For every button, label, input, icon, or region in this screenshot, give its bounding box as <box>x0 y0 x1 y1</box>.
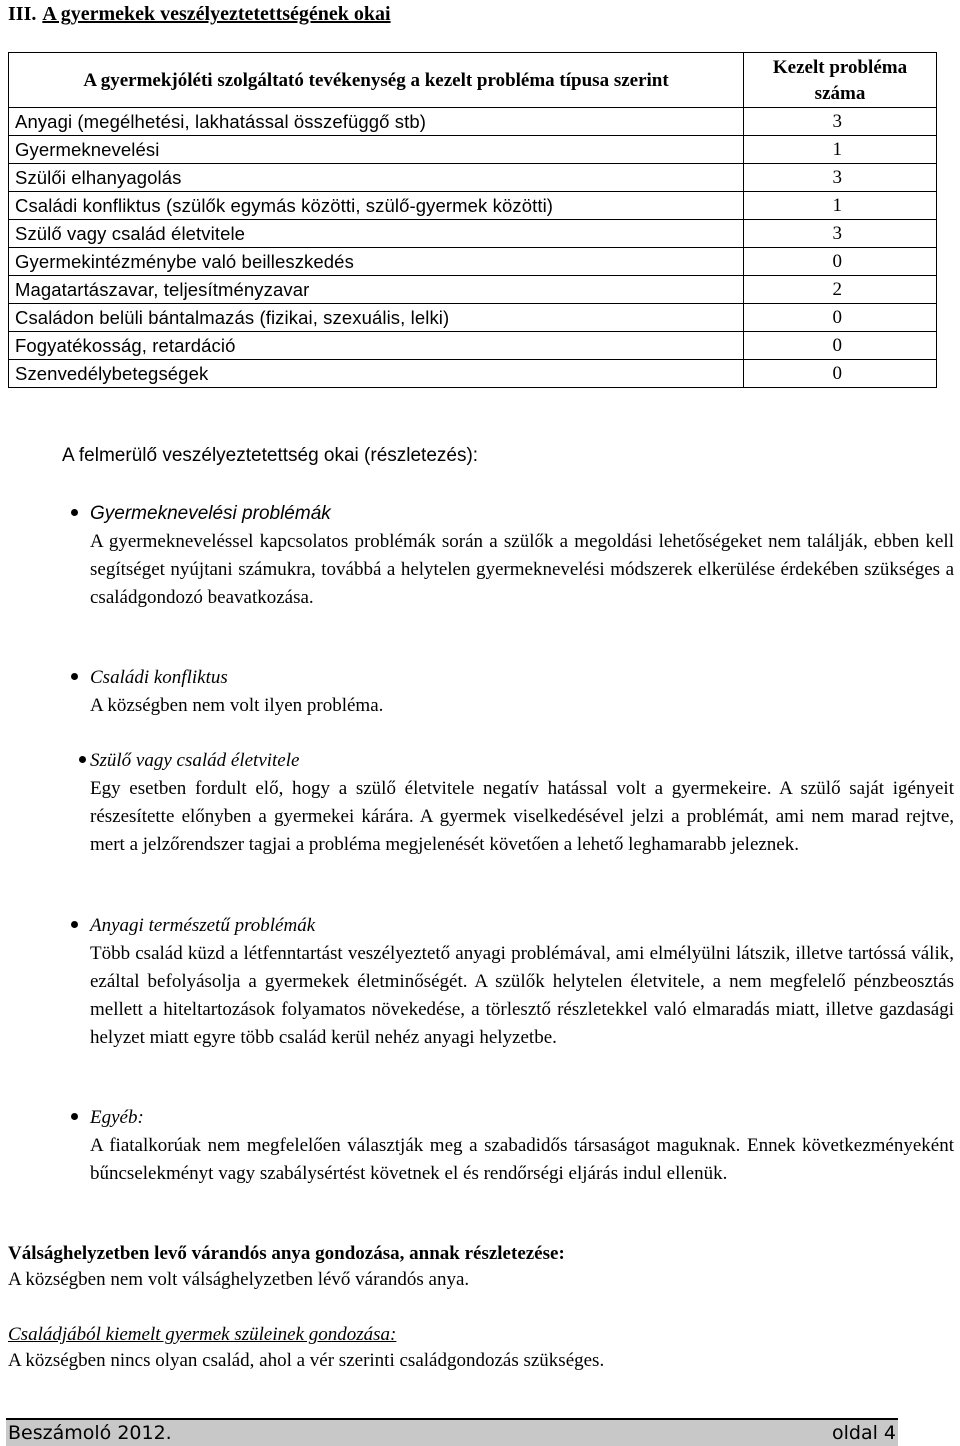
page-footer <box>6 1418 898 1446</box>
problem-type-cell: Anyagi (megélhetési, lakhatással összefüggő stb) <box>9 108 744 136</box>
problem-count-cell: 3 <box>744 108 937 136</box>
problem-count-cell: 2 <box>744 276 937 304</box>
removed-child-text: A községben nincs olyan család, ahol a vér szerinti családgondozás szükséges. <box>8 1350 605 1371</box>
item-title: Szülő vagy család életvitele <box>90 750 300 771</box>
column-header-count: Kezelt probléma száma <box>744 53 937 108</box>
table-row <box>9 192 937 220</box>
item-text: A községben nem volt ilyen probléma. <box>90 695 384 716</box>
table-row <box>9 304 937 332</box>
problem-type-cell: Szülői elhanyagolás <box>9 164 744 192</box>
footer-page-number: oldal 4 <box>831 1422 896 1444</box>
item-title: Egyéb: <box>90 1107 144 1128</box>
section-number: III. <box>8 3 37 25</box>
table-row <box>9 248 937 276</box>
problem-type-cell: Családon belüli bántalmazás (fizikai, szexuális, lelki) <box>9 304 744 332</box>
crisis-text: A községben nem volt válsághelyzetben lévő várandós anya. <box>8 1269 470 1290</box>
bullet-icon <box>71 921 78 928</box>
bullet-icon <box>71 1113 78 1120</box>
list-item <box>90 664 954 720</box>
table-row <box>9 276 937 304</box>
item-text: Több család küzd a létfenntartást veszélyeztető anyagi problémával, ami elmélyülni látszik, illetve tartóssá válik, ezáltal befolyásolja a gyermekek életminőségét. A szülők helytelen életvitele, a nem megfelelő pénzbeosztás mellett a hiteltartozások folyamatos növekedése, a törlesztő részletekkel való elmaradás miatt, illetve gazdasági helyzet miatt egyre több család kerül nehéz anyagi helyzetbe. <box>90 943 954 1048</box>
column-header-type: A gyermekjóléti szolgáltató tevékenység a kezelt probléma típusa szerint <box>9 53 744 108</box>
table-row <box>9 164 937 192</box>
table-row <box>9 108 937 136</box>
item-title: Gyermeknevelési problémák <box>90 503 331 524</box>
problem-type-cell: Családi konfliktus (szülők egymás közötti, szülő-gyermek közötti) <box>9 192 744 220</box>
problem-type-cell: Gyermekintézménybe való beilleszkedés <box>9 248 744 276</box>
section-heading <box>8 0 391 28</box>
list-item <box>90 500 954 612</box>
problem-type-cell: Magatartászavar, teljesítményzavar <box>9 276 744 304</box>
problem-count-cell: 0 <box>744 332 937 360</box>
problem-count-cell: 1 <box>744 192 937 220</box>
problem-count-cell: 3 <box>744 164 937 192</box>
list-item <box>90 912 954 1052</box>
table-row <box>9 360 937 388</box>
item-text: A gyermekneveléssel kapcsolatos problémák során a szülők a megoldási lehetőségeket nem találják, ebben kell segítséget nyújtani számukra, továbbá a helytelen gyermeknevelési módszerek elkerülése érdekében szükséges a családgondozó beavatkozása. <box>90 531 954 608</box>
item-text: Egy esetben fordult elő, hogy a szülő életvitele negatív hatással volt a gyermekeire. A szülő saját igényeit részesítette előnyben a gyermekei kárára. A gyermek viselkedésével jelzi a problémát, ami nem marad rejtve, mert a jelzőrendszer tagjai a probléma megjelenését követően a lehető leghamarabb jeleznek. <box>90 778 954 855</box>
removed-child-heading: Családjából kiemelt gyermek szüleinek gondozása: <box>8 1324 397 1345</box>
item-title: Anyagi természetű problémák <box>90 915 316 936</box>
problem-count-cell: 1 <box>744 136 937 164</box>
item-title: Családi konfliktus <box>90 667 228 688</box>
problem-type-cell: Fogyatékosság, retardáció <box>9 332 744 360</box>
problem-type-cell: Szülő vagy család életvitele <box>9 220 744 248</box>
table-row <box>9 332 937 360</box>
item-text: A fiatalkorúak nem megfelelően választják meg a szabadidős társaságot maguknak. Ennek következményeként bűncselekményt vagy szabálysértést követnek el és rendőrségi eljárás indul ellenük. <box>90 1135 954 1184</box>
problem-count-cell: 0 <box>744 248 937 276</box>
table-row <box>9 136 937 164</box>
problem-table <box>8 52 937 388</box>
bullet-icon <box>79 756 86 763</box>
details-heading: A felmerülő veszélyeztetettség okai (részletezés): <box>62 445 479 466</box>
list-item <box>90 747 954 859</box>
problem-count-cell: 0 <box>744 360 937 388</box>
bullet-icon <box>71 673 78 680</box>
section-title: A gyermekek veszélyeztetettségének okai <box>42 3 391 25</box>
table-header-row <box>9 53 937 108</box>
problem-count-cell: 3 <box>744 220 937 248</box>
problem-type-cell: Szenvedélybetegségek <box>9 360 744 388</box>
bullet-icon <box>71 509 78 516</box>
table-row <box>9 220 937 248</box>
problem-type-cell: Gyermeknevelési <box>9 136 744 164</box>
list-item <box>90 1104 954 1188</box>
footer-report-title: Beszámoló 2012. <box>8 1422 172 1444</box>
problem-count-cell: 0 <box>744 304 937 332</box>
crisis-heading: Válsághelyzetben levő várandós anya gondozása, annak részletezése: <box>8 1243 565 1264</box>
